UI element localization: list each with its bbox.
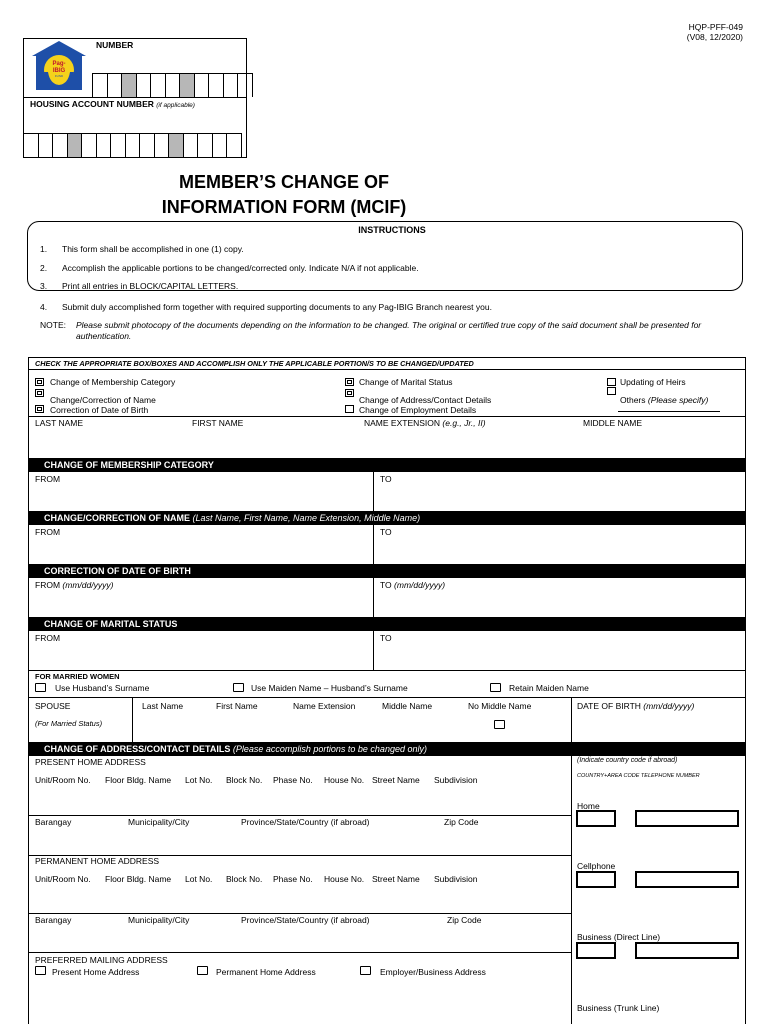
dob-section-bar: CORRECTION OF DATE OF BIRTH xyxy=(28,564,746,578)
svg-text:Pag-: Pag- xyxy=(52,61,66,67)
note-label: NOTE: xyxy=(40,320,66,330)
home-area-code-field[interactable] xyxy=(576,810,616,827)
name-to-label: TO xyxy=(380,527,392,537)
mail-permanent-checkbox[interactable] xyxy=(197,966,208,975)
employment-check-label: Change of Employment Details xyxy=(359,405,477,415)
mail-employer-checkbox[interactable] xyxy=(360,966,371,975)
spouse-middle-label: Middle Name xyxy=(382,701,433,711)
maiden-husband-label: Use Maiden Name – Husband’s Surname xyxy=(251,683,408,693)
mail-permanent-label: Permanent Home Address xyxy=(216,967,316,977)
form-title: MEMBER’S CHANGE OF INFORMATION FORM (MCIF) xyxy=(161,172,407,217)
membership-from-label: FROM xyxy=(35,474,61,484)
heirs-check-label: Updating of Heirs xyxy=(620,377,686,387)
business-direct-label: Business (Direct Line) xyxy=(577,932,661,942)
marital-check-label: Change of Marital Status xyxy=(359,377,453,387)
pag-ibig-logo xyxy=(28,38,90,96)
spouse-ext-label: Name Extension xyxy=(293,701,356,711)
permanent-address-label: PERMANENT HOME ADDRESS xyxy=(35,856,160,866)
married-women-label: FOR MARRIED WOMEN xyxy=(35,672,120,681)
business-area-code-field[interactable] xyxy=(576,942,616,959)
number-cells[interactable] xyxy=(92,73,253,97)
heirs-checkbox[interactable] xyxy=(607,378,616,386)
others-checkbox[interactable] xyxy=(607,387,616,395)
first-name-label: FIRST NAME xyxy=(192,418,244,428)
dob-to-label: TO (mm/dd/yyyy) xyxy=(380,580,446,590)
others-specify-line[interactable] xyxy=(618,411,720,412)
form-code: HQP-PFF-049 xyxy=(688,22,743,32)
spouse-note: (For Married Status) xyxy=(35,719,103,728)
mailing-address-label: PREFERRED MAILING ADDRESS xyxy=(35,955,168,965)
name-check-label: Change/Correction of Name xyxy=(50,395,156,405)
mail-present-checkbox[interactable] xyxy=(35,966,46,975)
middle-name-label: MIDDLE NAME xyxy=(583,418,643,428)
husband-surname-label: Use Husband’s Surname xyxy=(55,683,150,693)
svg-text:FUND: FUND xyxy=(54,74,64,78)
housing-label: HOUSING ACCOUNT NUMBER (if applicable) xyxy=(30,99,195,109)
name-section-bar: CHANGE/CORRECTION OF NAME (Last Name, First Name, Name Extension, Middle Name) xyxy=(28,511,746,525)
spouse-dob-label: DATE OF BIRTH (mm/dd/yyyy) xyxy=(577,701,695,711)
marital-section-bar: CHANGE OF MARITAL STATUS xyxy=(28,617,746,631)
last-name-label: LAST NAME xyxy=(35,418,84,428)
spouse-last-label: Last Name xyxy=(142,701,184,711)
retain-maiden-label: Retain Maiden Name xyxy=(509,683,589,693)
membership-checkbox[interactable] xyxy=(35,378,44,386)
name-checkbox[interactable] xyxy=(35,389,44,397)
business-trunk-label: Business (Trunk Line) xyxy=(577,1003,660,1013)
note-text: Please submit photocopy of the documents depending on the information to be changed. The original or certified true copy of the said document shall be presented for authentication. xyxy=(76,320,702,341)
marital-to-label: TO xyxy=(380,633,392,643)
membership-to-label: TO xyxy=(380,474,392,484)
spouse-first-label: First Name xyxy=(216,701,258,711)
marital-from-label: FROM xyxy=(35,633,61,643)
husband-surname-checkbox[interactable] xyxy=(35,683,46,692)
business-number-field[interactable] xyxy=(635,942,739,959)
others-check-label: Others (Please specify) xyxy=(620,395,709,405)
membership-check-label: Change of Membership Category xyxy=(50,377,176,387)
dob-check-label: Correction of Date of Birth xyxy=(50,405,149,415)
dob-checkbox[interactable] xyxy=(35,405,44,413)
spouse-label: SPOUSE xyxy=(35,701,71,711)
housing-cells[interactable] xyxy=(24,133,242,157)
marital-checkbox[interactable] xyxy=(345,378,354,386)
cell-area-code-field[interactable] xyxy=(576,871,616,888)
cell-number-field[interactable] xyxy=(635,871,739,888)
name-ext-label: NAME EXTENSION (e.g., Jr., II) xyxy=(364,418,486,428)
form-version: (V08, 12/2020) xyxy=(686,32,743,42)
no-middle-label: No Middle Name xyxy=(468,701,532,711)
svg-text:IBIG: IBIG xyxy=(52,68,66,74)
membership-section-bar: CHANGE OF MEMBERSHIP CATEGORY xyxy=(28,458,746,472)
cellphone-label: Cellphone xyxy=(577,861,616,871)
contact-note: (Indicate country code if abroad) xyxy=(577,757,678,764)
maiden-husband-checkbox[interactable] xyxy=(233,683,244,692)
present-address-label: PRESENT HOME ADDRESS xyxy=(35,757,146,767)
number-label: NUMBER xyxy=(96,40,134,50)
check-heading: CHECK THE APPROPRIATE BOX/BOXES AND ACCOMPLISH ONLY THE APPLICABLE PORTION/S TO BE CHANGED/UPDATED xyxy=(35,359,474,368)
home-number-field[interactable] xyxy=(635,810,739,827)
mail-present-label: Present Home Address xyxy=(52,967,140,977)
address-section-bar: CHANGE OF ADDRESS/CONTACT DETAILS (Please accomplish portions to be changed only) xyxy=(28,742,746,756)
instructions-heading: INSTRUCTIONS xyxy=(358,225,426,235)
mail-employer-label: Employer/Business Address xyxy=(380,967,486,977)
address-checkbox[interactable] xyxy=(345,389,354,397)
name-from-label: FROM xyxy=(35,527,61,537)
contact-sub-note: COUNTRY+AREA CODE TELEPHONE NUMBER xyxy=(577,773,700,779)
employment-checkbox[interactable] xyxy=(345,405,354,413)
address-check-label: Change of Address/Contact Details xyxy=(359,395,492,405)
home-phone-label: Home xyxy=(577,801,600,811)
retain-maiden-checkbox[interactable] xyxy=(490,683,501,692)
dob-from-label: FROM (mm/dd/yyyy) xyxy=(35,580,114,590)
no-middle-checkbox[interactable] xyxy=(494,720,505,729)
